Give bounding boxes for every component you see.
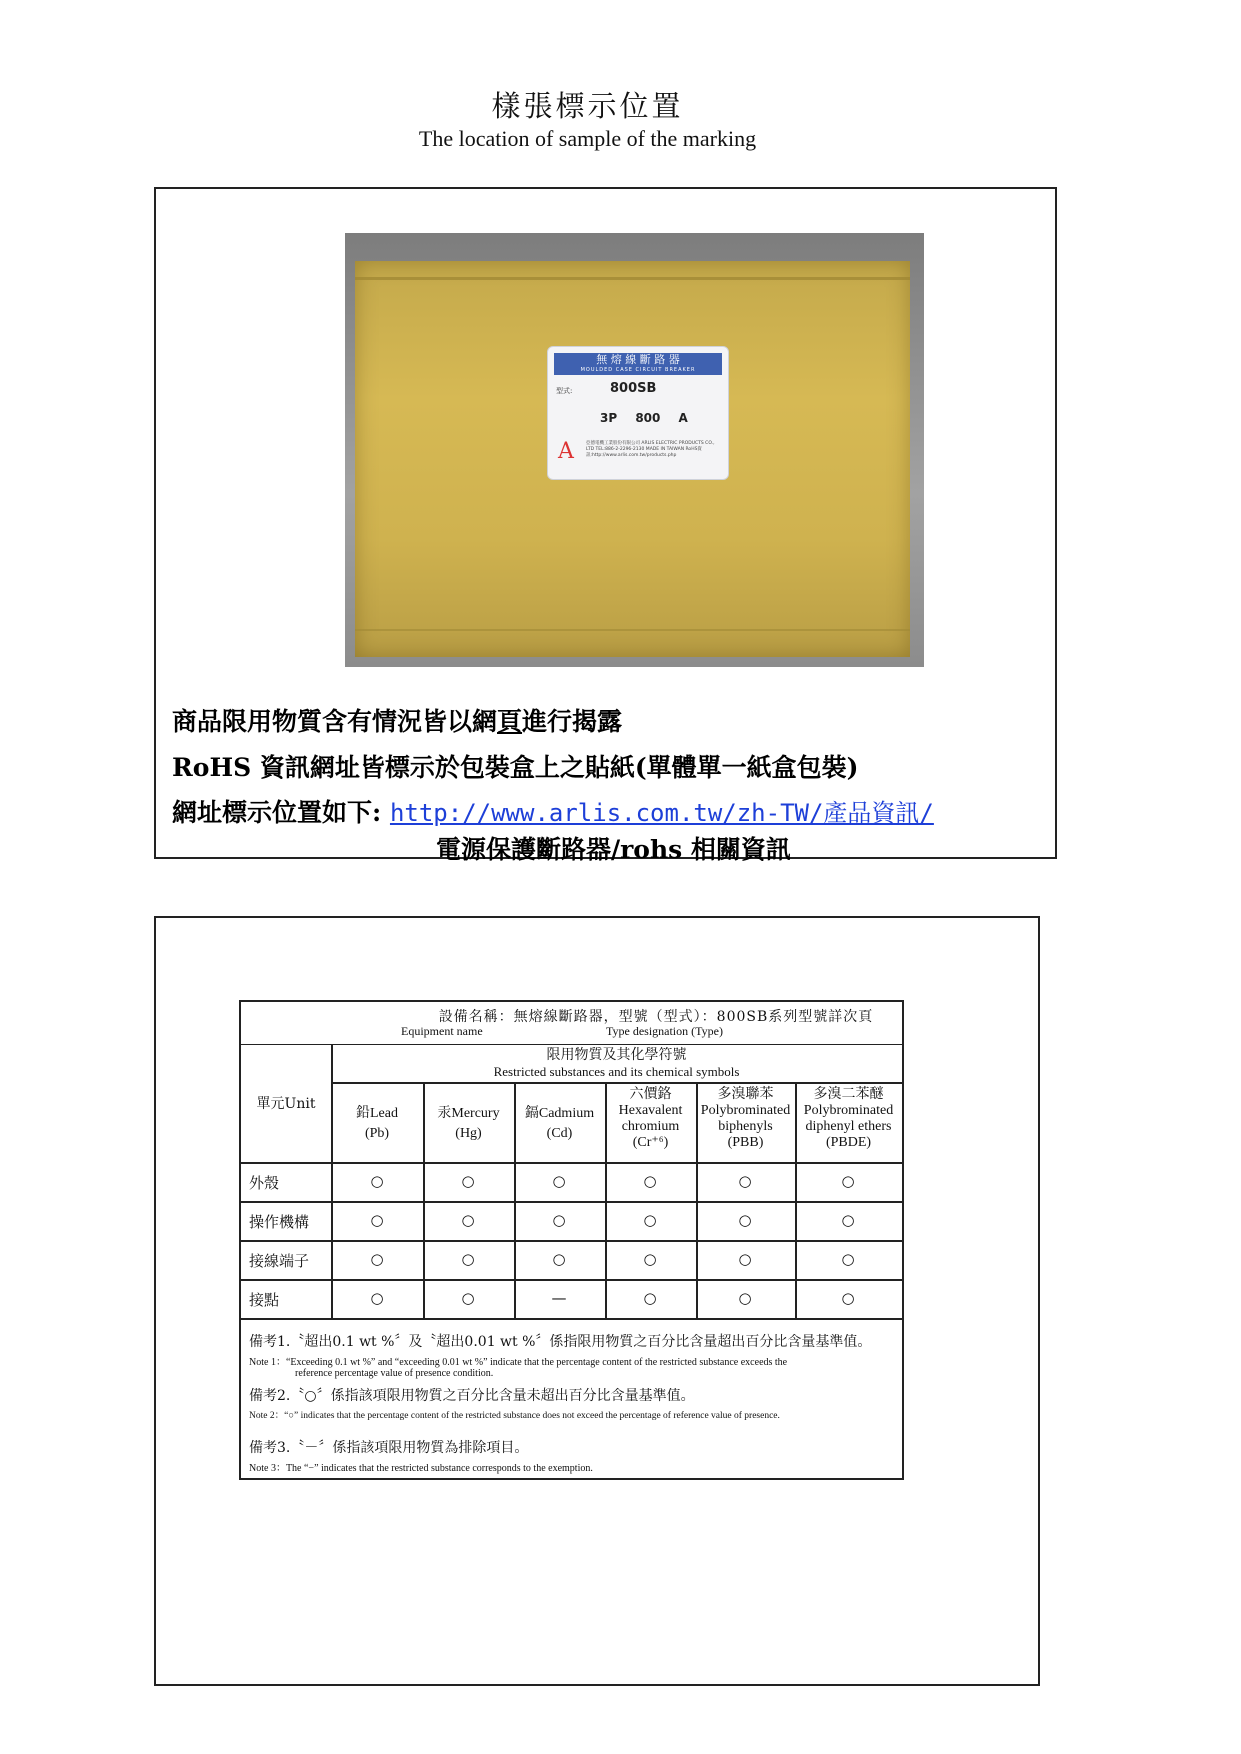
remark-1-en-cont: reference percentage value of presence condition.: [295, 1368, 494, 1379]
cell-contact-pb: ○: [370, 1289, 384, 1307]
row-label-housing: 外殼: [249, 1174, 280, 1192]
cell-contact-cr6: ○: [643, 1289, 657, 1307]
rohs-declaration-table: [239, 1000, 904, 1480]
col-header-cr6-l2: Hexavalent: [618, 1103, 683, 1118]
restricted-substances-title: 限用物質及其化學符號: [546, 1047, 687, 1063]
notice-line-1-text: 商品限用物質含有情況皆以網: [172, 707, 498, 736]
remark-1-zh: 備考1.〝超出0.1 wt %〞及〝超出0.01 wt %〞係指限用物質之百分比含量超出百分比含量基準值。: [249, 1334, 872, 1350]
remark-3-en: Note 3：The “−” indicates that the restricted substance corresponds to the exemption.: [249, 1463, 593, 1474]
package-photo: [345, 233, 924, 667]
cell-mechanism-pbde: ○: [841, 1211, 855, 1229]
cell-contact-hg: ○: [461, 1289, 475, 1307]
col-header-cr6-l3: chromium: [621, 1119, 680, 1134]
cell-terminal-cr6: ○: [643, 1250, 657, 1268]
cell-terminal-cd: ○: [552, 1250, 566, 1268]
notice-line-4: 電源保護斷路器/rohs 相關資訊: [436, 835, 791, 864]
equipment-name-en: Equipment name: [401, 1024, 483, 1038]
cell-mechanism-hg: ○: [461, 1211, 475, 1229]
col-header-pb: [331, 1106, 423, 1142]
col-header-pbb: [696, 1087, 795, 1151]
col-header-cr6: [605, 1087, 696, 1151]
sticker-company: 亞德電機工業股份有限公司 ARLIS ELECTRIC PRODUCTS CO., LTD TEL:886-2-2296-2130 MADE IN TAIWAN RoHS資訊:http://www.arlis.com.tw/products.php: [586, 441, 715, 458]
cell-housing-pb: ○: [370, 1172, 384, 1190]
url-label: 網址標示位置如下:: [172, 798, 382, 827]
cell-terminal-pbb: ○: [738, 1250, 752, 1268]
remark-2-zh: 備考2.〝○〞係指該項限用物質之百分比含量未超出百分比含量基準值。: [249, 1388, 695, 1404]
sticker-rating: 3P 800 A: [600, 411, 688, 425]
row-label-contact: 接點: [249, 1291, 280, 1309]
col-header-pbde-l3: diphenyl ethers: [805, 1119, 892, 1134]
equipment-header: [241, 1002, 902, 1045]
unit-header: 單元Unit: [256, 1096, 316, 1112]
cell-contact-cd: —: [551, 1289, 567, 1307]
restricted-substances-title-en: Restricted substances and its chemical symbols: [493, 1064, 740, 1079]
col-header-hg-name: 汞Mercury: [437, 1106, 500, 1121]
notice-line-1-tail: 進行揭露: [522, 707, 623, 736]
carton-seam-top: [355, 277, 910, 280]
col-header-pb-name: 鉛Lead: [356, 1106, 398, 1121]
notice-line-3: [172, 793, 934, 829]
notice-line-1: [172, 702, 622, 738]
sticker-model: 800SB: [610, 381, 657, 396]
col-header-cr6-zh: 六價鉻: [629, 1087, 672, 1102]
col-header-hg: [423, 1106, 514, 1142]
sticker-header: [554, 353, 722, 375]
notice-line-1-underlined: 頁: [497, 707, 523, 736]
sticker-subtitle: MOULDED CASE CIRCUIT BREAKER: [580, 367, 696, 373]
cell-contact-pbb: ○: [738, 1289, 752, 1307]
col-header-cd-symbol: (Cd): [546, 1126, 573, 1141]
cell-mechanism-cr6: ○: [643, 1211, 657, 1229]
col-header-cr6-symbol: (Cr⁺⁶): [632, 1135, 669, 1150]
remarks-block: [249, 1331, 894, 1474]
cell-mechanism-pbb: ○: [738, 1211, 752, 1229]
sticker-model-key: 型式:: [556, 387, 573, 395]
col-header-pbb-l3: biphenyls: [718, 1119, 773, 1134]
col-header-pbb-zh: 多溴聯苯: [717, 1087, 774, 1102]
cell-terminal-hg: ○: [461, 1250, 475, 1268]
row-label-terminal: 接線端子: [249, 1252, 310, 1270]
col-header-pbde-symbol: (PBDE): [825, 1135, 872, 1150]
cell-mechanism-pb: ○: [370, 1211, 384, 1229]
notice-line-2: RoHS 資訊網址皆標示於包裝盒上之貼紙(單體單一紙盒包裝): [172, 753, 859, 782]
cell-housing-cd: ○: [552, 1172, 566, 1190]
col-header-pbb-symbol: (PBB): [727, 1135, 764, 1150]
substance-grid: [241, 1044, 902, 1478]
remark-3-zh: 備考3.〝－〞係指該項限用物質為排除項目。: [249, 1440, 529, 1456]
cell-mechanism-cd: ○: [552, 1211, 566, 1229]
col-header-pbde: [795, 1087, 902, 1151]
page-subtitle: The location of sample of the marking: [418, 126, 757, 151]
carton-seam-bottom: [355, 629, 910, 631]
col-header-hg-symbol: (Hg): [455, 1126, 482, 1141]
cell-housing-pbde: ○: [841, 1172, 855, 1190]
product-sticker: [547, 346, 729, 480]
col-header-pb-symbol: (Pb): [364, 1126, 390, 1141]
cell-housing-cr6: ○: [643, 1172, 657, 1190]
cell-terminal-pb: ○: [370, 1250, 384, 1268]
cell-housing-pbb: ○: [738, 1172, 752, 1190]
cell-contact-pbde: ○: [841, 1289, 855, 1307]
col-header-pbde-l2: Polybrominated: [803, 1103, 894, 1118]
col-header-cd: [514, 1106, 605, 1142]
row-label-mechanism: 操作機構: [249, 1213, 310, 1231]
col-header-pbb-l2: Polybrominated: [700, 1103, 791, 1118]
cell-terminal-pbde: ○: [841, 1250, 855, 1268]
cell-housing-hg: ○: [461, 1172, 475, 1190]
equipment-title: 設備名稱：無熔線斷路器，型號（型式）：800SB系列型號詳次頁: [438, 1009, 874, 1025]
remark-1-en: Note 1：“Exceeding 0.1 wt %” and “exceeding 0.01 wt %” indicate that the percentage content of the restricted substance exceeds the: [249, 1357, 788, 1368]
type-designation-en: Type designation (Type): [606, 1024, 723, 1038]
sticker-title: 無 熔 線 斷 路 器: [596, 353, 680, 366]
col-header-cd-name: 鎘Cadmium: [524, 1106, 595, 1121]
col-header-pbde-zh: 多溴二苯醚: [813, 1087, 884, 1102]
arlis-logo-icon: A: [558, 439, 574, 464]
remark-2-en: Note 2：“○” indicates that the percentage content of the restricted substance does not exceed the percentage of reference value of presence.: [249, 1411, 780, 1421]
rohs-url-link[interactable]: http://www.arlis.com.tw/zh-TW/產品資訊/: [389, 799, 934, 827]
page-title: 樣張標示位置: [491, 89, 684, 123]
